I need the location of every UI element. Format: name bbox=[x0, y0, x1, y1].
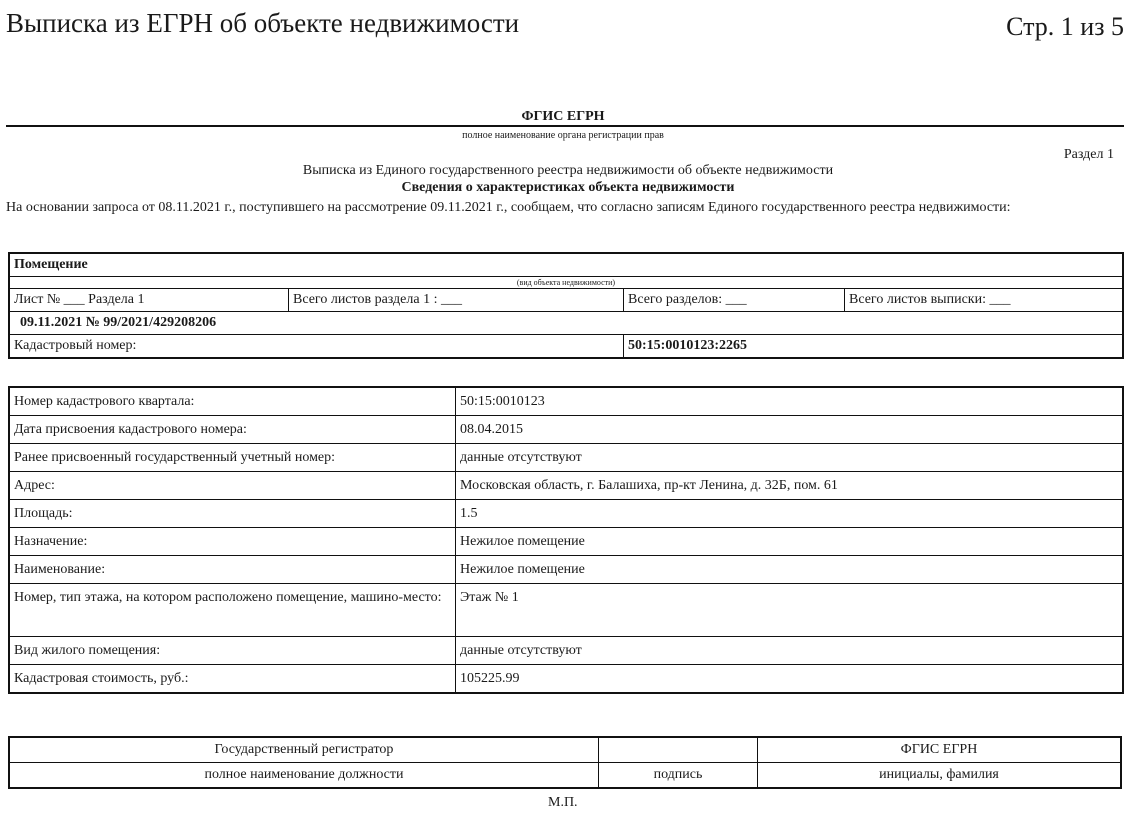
organ-caption: полное наименование органа регистрации прав bbox=[462, 130, 664, 141]
property-value: данные отсутствуют bbox=[456, 637, 1124, 665]
property-label: Наименование: bbox=[9, 556, 456, 584]
table-row bbox=[9, 528, 1123, 556]
document-title: Выписка из ЕГРН об объекте недвижимости bbox=[6, 8, 520, 38]
registrar-organ: ФГИС ЕГРН bbox=[758, 737, 1122, 763]
property-value: 105225.99 bbox=[456, 665, 1124, 694]
property-label: Ранее присвоенный государственный учетный номер: bbox=[9, 444, 456, 472]
property-label: Вид жилого помещения: bbox=[9, 637, 456, 665]
table-row bbox=[9, 500, 1123, 528]
table-row bbox=[9, 665, 1123, 694]
table-row bbox=[9, 637, 1123, 665]
date-number: 09.11.2021 № 99/2021/429208206 bbox=[9, 312, 1123, 335]
registrar-position: Государственный регистратор bbox=[9, 737, 599, 763]
property-label: Номер кадастрового квартала: bbox=[9, 387, 456, 416]
section-label: Раздел 1 bbox=[1063, 147, 1114, 162]
property-value: Нежилое помещение bbox=[456, 556, 1124, 584]
table-row bbox=[9, 556, 1123, 584]
extract-title: Выписка из Единого государственного реестра недвижимости об объекте недвижимости bbox=[302, 163, 834, 178]
object-type-caption: (вид объекта недвижимости) bbox=[9, 277, 1123, 289]
stamp-place: М.П. bbox=[548, 795, 578, 810]
table-row bbox=[9, 416, 1123, 444]
cadastral-number: 50:15:0010123:2265 bbox=[624, 335, 1124, 359]
position-caption: полное наименование должности bbox=[9, 763, 599, 789]
total-sections: Всего разделов: ___ bbox=[624, 289, 845, 312]
property-value: 50:15:0010123 bbox=[456, 387, 1124, 416]
properties-table bbox=[8, 386, 1124, 694]
page-number: Стр. 1 из 5 bbox=[1006, 12, 1124, 41]
table-row bbox=[9, 387, 1123, 416]
property-value: данные отсутствуют bbox=[456, 444, 1124, 472]
basis-text: На основании запроса от 08.11.2021 г., поступившего на рассмотрение 09.11.2021 г., сообщаем, что согласно записям Единого государственного реестра недвижимости: bbox=[6, 200, 1011, 215]
signature-cell bbox=[599, 737, 758, 763]
property-value: Московская область, г. Балашиха, пр-кт Ленина, д. 32Б, пом. 61 bbox=[456, 472, 1124, 500]
property-label: Дата присвоения кадастрового номера: bbox=[9, 416, 456, 444]
organ-name: ФГИС ЕГРН bbox=[521, 109, 605, 124]
organ-underline bbox=[6, 125, 1124, 127]
table-row bbox=[9, 444, 1123, 472]
table-row bbox=[9, 584, 1123, 637]
object-type: Помещение bbox=[9, 253, 1123, 277]
table-row bbox=[9, 472, 1123, 500]
property-label: Назначение: bbox=[9, 528, 456, 556]
name-caption: инициалы, фамилия bbox=[758, 763, 1122, 789]
property-label: Номер, тип этажа, на котором расположено помещение, машино-место: bbox=[9, 584, 456, 637]
extract-subtitle: Сведения о характеристиках объекта недвижимости bbox=[401, 180, 735, 195]
property-value: 08.04.2015 bbox=[456, 416, 1124, 444]
property-label: Кадастровая стоимость, руб.: bbox=[9, 665, 456, 694]
property-value: Этаж № 1 bbox=[456, 584, 1124, 637]
property-value: Нежилое помещение bbox=[456, 528, 1124, 556]
total-sheets: Всего листов выписки: ___ bbox=[845, 289, 1124, 312]
cadastral-label: Кадастровый номер: bbox=[9, 335, 624, 359]
sheet-number: Лист № ___ Раздела 1 bbox=[9, 289, 289, 312]
sign-caption: подпись bbox=[599, 763, 758, 789]
property-value: 1.5 bbox=[456, 500, 1124, 528]
total-sheets-section: Всего листов раздела 1 : ___ bbox=[289, 289, 624, 312]
object-header-table bbox=[8, 252, 1124, 359]
property-label: Площадь: bbox=[9, 500, 456, 528]
signature-table bbox=[8, 736, 1122, 789]
property-label: Адрес: bbox=[9, 472, 456, 500]
